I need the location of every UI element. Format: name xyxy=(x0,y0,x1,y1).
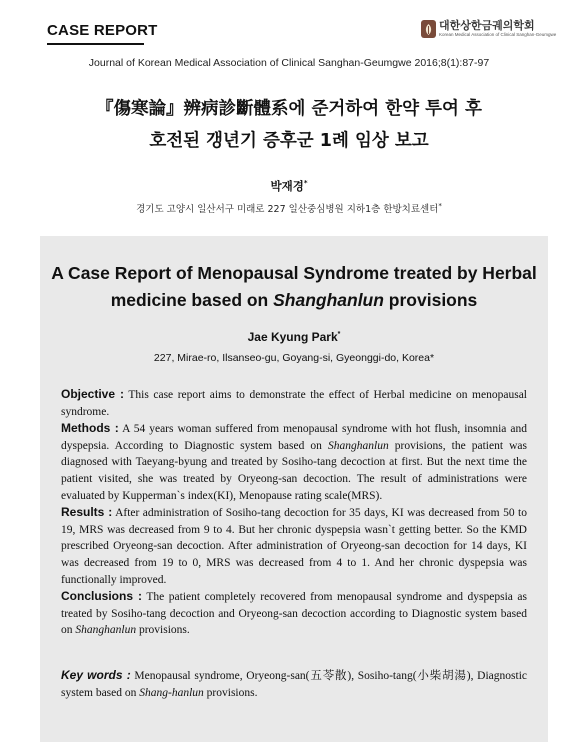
conclusions-text-2: provisions. xyxy=(136,624,190,637)
korean-author-name: 박재경 xyxy=(270,179,304,193)
korean-title-line2: 호전된 갱년기 증후군 1례 임상 보고 xyxy=(149,131,429,151)
abstract xyxy=(61,386,527,639)
methods-label: Methods : xyxy=(61,421,119,436)
results-label: Results : xyxy=(61,505,113,520)
methods-italic: Shanghanlun xyxy=(328,439,389,452)
methods-text-1: A 54 years woman suffered from menopausal syndrome with hot flush, insomnia and dyspepsia. According to Diagnostic system based on xyxy=(61,423,527,452)
english-affiliation: 227, Mirae-ro, Ilsanseo-gu, Goyang-si, Gyeonggi-do, Korea* xyxy=(153,352,435,364)
keywords-italic: Shang-hanlun xyxy=(139,687,204,699)
section-label-underline xyxy=(47,43,144,45)
objective-label: Objective : xyxy=(61,387,125,401)
english-author-mark: * xyxy=(337,331,341,338)
english-author-name: Jae Kyung Park xyxy=(247,330,338,344)
society-logo xyxy=(421,20,556,38)
english-title xyxy=(40,260,548,314)
keywords-label: Key words : xyxy=(61,668,131,682)
korean-author-mark: * xyxy=(303,179,308,188)
english-title-line2 xyxy=(40,287,548,314)
korean-affiliation-mark: * xyxy=(438,201,442,210)
keywords-text-2: provisions. xyxy=(203,687,258,699)
results-text: After administration of Sosiho-tang decoction for 35 days, KI was decreased from 50 to 19, MRS was decreased from 9 to 4. But her chronic dyspepsia wasn`t getting better. So the KMD prescribed Oryeong-san decoction. After administration of Oryeong-san decoction for 14 days, KI was decreased from 19 to 0, MRS was decreased from 4 to 1. And her chronic dyspepsia was functionally improved. xyxy=(61,507,527,586)
english-title-post: provisions xyxy=(383,290,478,310)
abstract-conclusions xyxy=(61,588,527,639)
keywords-text-1: Menopausal syndrome, Oryeong-san(五苓散), Sosiho-tang(小柴胡湯), Diagnostic system based on xyxy=(61,670,527,699)
journal-citation: Journal of Korean Medical Association of Clinical Sanghan-Geumgwe 2016;8(1):87-97 xyxy=(88,57,490,69)
conclusions-italic: Shanghanlun xyxy=(75,624,137,637)
abstract-methods xyxy=(61,420,527,504)
english-author xyxy=(40,330,548,344)
methods-text-2: provisions, the patient was diagnosed with Taeyang-byung and treated by Sosiho-tang decoction at first. But the next time the patient visited, she was treated by Oryeong-san decoction. The result of administrations were evaluated by Kupperman`s index(KI), Menopause rating scale(MRS). xyxy=(61,439,527,502)
korean-title-line1: 『傷寒論』辨病診斷體系에 준거하여 한약 투여 후 xyxy=(96,99,482,119)
english-title-line1: A Case Report of Menopausal Syndrome treated by Herbal xyxy=(51,263,537,283)
society-emblem-icon xyxy=(421,20,436,38)
korean-affiliation xyxy=(0,201,578,215)
conclusions-text-1: The patient completely recovered from menopausal syndrome and dyspepsia as treated by Sosiho-tang decoction and Oryeong-san decoction according to Diagnostic system based on xyxy=(61,591,528,637)
abstract-results xyxy=(61,504,527,588)
abstract-objective xyxy=(61,386,527,420)
section-label: CASE REPORT xyxy=(47,22,158,39)
korean-author xyxy=(0,178,578,194)
conclusions-label: Conclusions : xyxy=(61,589,143,604)
objective-text: This case report aims to demonstrate the effect of Herbal medicine on menopausal syndrome. xyxy=(61,389,527,418)
keywords xyxy=(61,667,527,702)
korean-title xyxy=(30,93,548,157)
english-title-pre: medicine based on xyxy=(110,290,274,310)
society-subtitle: Korean Medical Association of Clinical Sanghan-Geumgwe xyxy=(439,32,557,37)
society-name: 대한상한금궤의학회 xyxy=(439,19,535,32)
korean-affiliation-text: 경기도 고양시 일산서구 미래로 227 일산중심병원 지하1층 한방치료센터 xyxy=(136,204,439,215)
english-title-italic: Shanghanlun xyxy=(273,290,384,310)
